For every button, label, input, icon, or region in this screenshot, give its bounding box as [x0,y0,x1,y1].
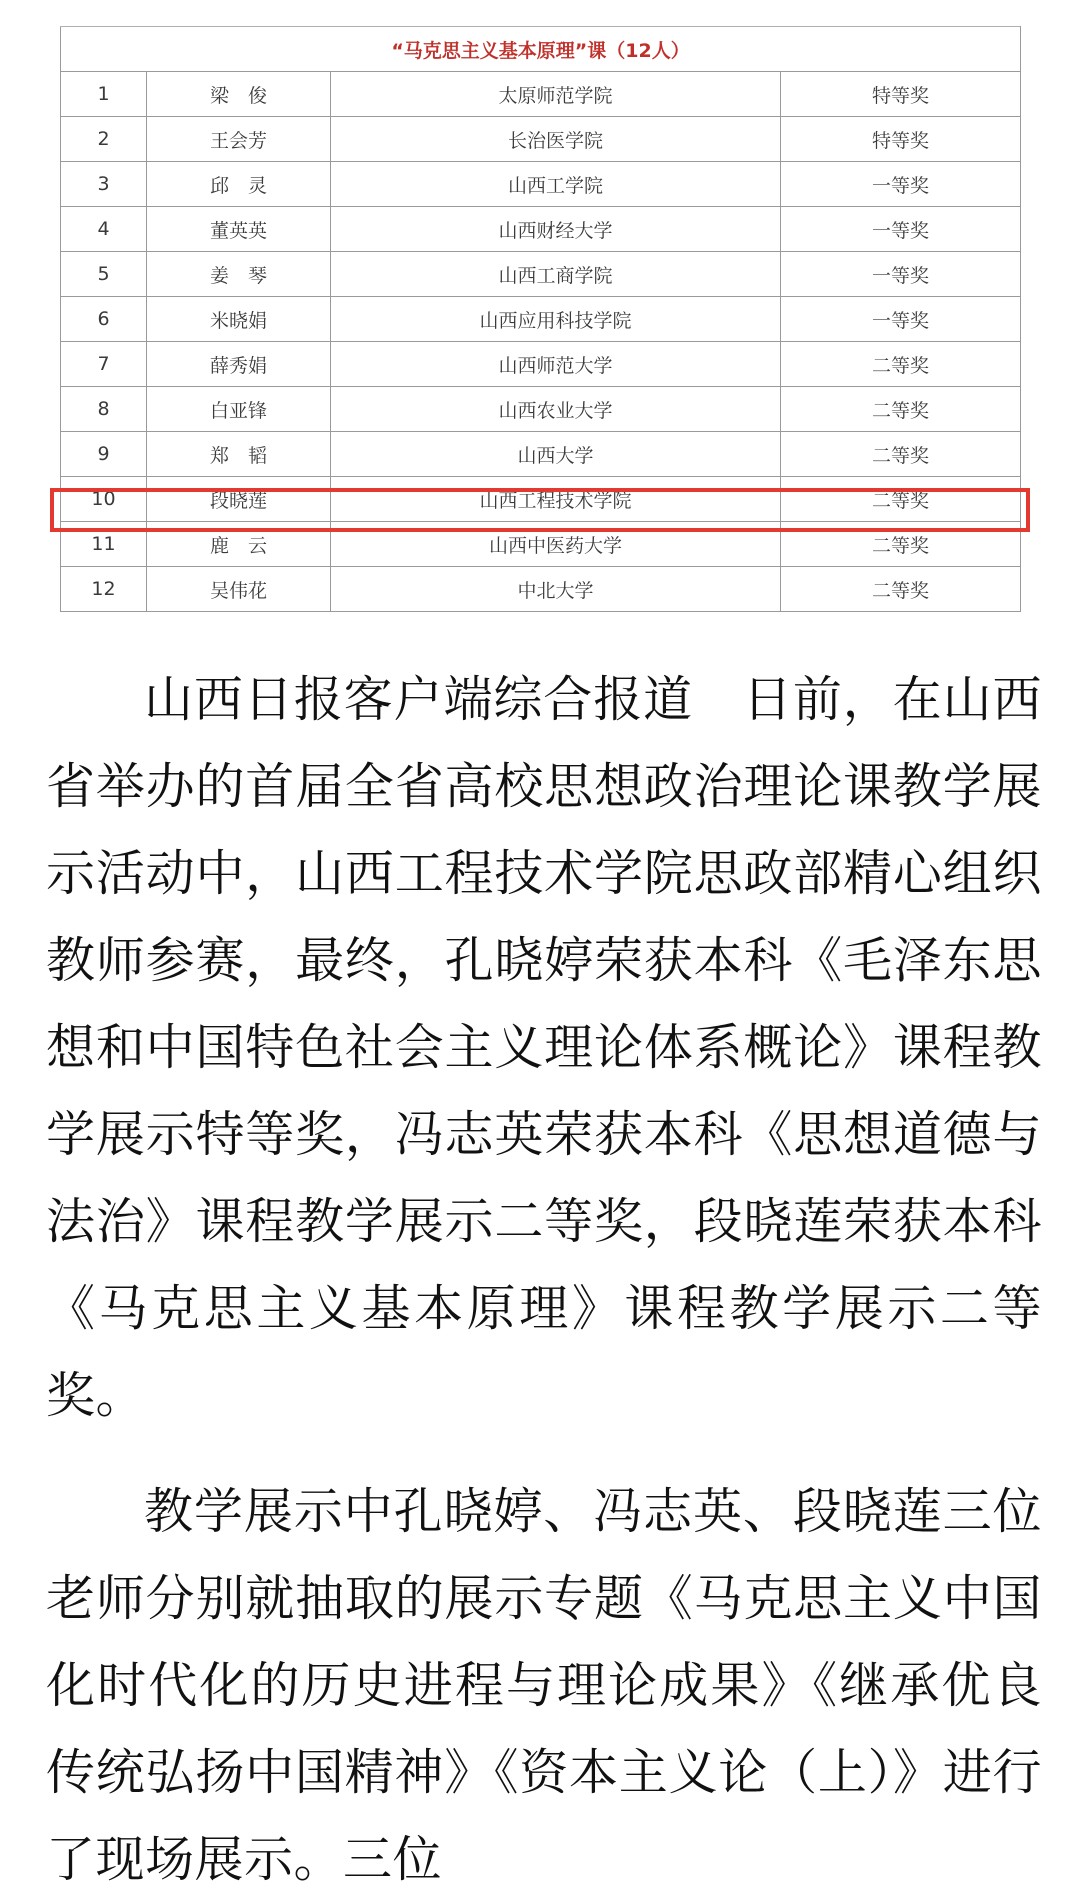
school-name: 山西农业大学 [331,387,781,432]
table-row [61,387,1021,432]
winner-name: 姜 琴 [147,252,331,297]
school-name: 山西应用科技学院 [331,297,781,342]
winner-name: 王会芳 [147,117,331,162]
winner-name: 段晓莲 [147,477,331,522]
row-number: 5 [61,252,147,297]
school-name: 山西工商学院 [331,252,781,297]
prize-level: 一等奖 [781,162,1021,207]
row-number: 1 [61,72,147,117]
prize-level: 二等奖 [781,477,1021,522]
prize-level: 二等奖 [781,342,1021,387]
school-name: 太原师范学院 [331,72,781,117]
article-paragraph: 教学展示中孔晓婷、冯志英、段晓莲三位老师分别就抽取的展示专题《马克思主义中国化时代化的历史进程与理论成果》《继承优良传统弘扬中国精神》《资本主义论（上）》进行了现场展示。三位 [46,1483,1042,1888]
winner-name: 董英英 [147,207,331,252]
school-name: 山西师范大学 [331,342,781,387]
prize-level: 一等奖 [781,207,1021,252]
prize-level: 一等奖 [781,252,1021,297]
table-row [61,162,1021,207]
table-row [61,72,1021,117]
prize-level: 二等奖 [781,522,1021,567]
winner-name: 郑 韬 [147,432,331,477]
table-row [61,342,1021,387]
winner-name: 薛秀娟 [147,342,331,387]
table-row [61,297,1021,342]
school-name: 山西财经大学 [331,207,781,252]
article-body [46,656,1042,1903]
winner-name: 白亚锋 [147,387,331,432]
table-row [61,117,1021,162]
table-row [61,522,1021,567]
prize-level: 二等奖 [781,432,1021,477]
table-title-row [61,27,1021,72]
school-name: 山西工程技术学院 [331,477,781,522]
prize-level: 特等奖 [781,117,1021,162]
award-table-image [60,26,1020,612]
table-row [61,432,1021,477]
row-number: 10 [61,477,147,522]
award-table [60,26,1021,612]
winner-name: 吴伟花 [147,567,331,612]
row-number: 4 [61,207,147,252]
row-number: 11 [61,522,147,567]
row-number: 12 [61,567,147,612]
table-row-highlighted [61,477,1021,522]
prize-level: 特等奖 [781,72,1021,117]
school-name: 山西工学院 [331,162,781,207]
row-number: 2 [61,117,147,162]
winner-name: 邱 灵 [147,162,331,207]
row-number: 8 [61,387,147,432]
school-name: 山西中医药大学 [331,522,781,567]
table-row [61,567,1021,612]
table-title: “马克思主义基本原理”课（12人） [61,27,1021,72]
table-row [61,207,1021,252]
row-number: 7 [61,342,147,387]
row-number: 3 [61,162,147,207]
article-paragraph: 山西日报客户端综合报道 日前，在山西省举办的首届全省高校思想政治理论课教学展示活动中，山西工程技术学院思政部精心组织教师参赛，最终，孔晓婷荣获本科《毛泽东思想和中国特色社会主义理论体系概论》课程教学展示特等奖，冯志英荣获本科《思想道德与法治》课程教学展示二等奖，段晓莲荣获本科《马克思主义基本原理》课程教学展示二等奖。 [46,671,1042,1424]
prize-level: 二等奖 [781,387,1021,432]
prize-level: 一等奖 [781,297,1021,342]
row-number: 9 [61,432,147,477]
school-name: 中北大学 [331,567,781,612]
school-name: 长治医学院 [331,117,781,162]
row-number: 6 [61,297,147,342]
winner-name: 梁 俊 [147,72,331,117]
winner-name: 鹿 云 [147,522,331,567]
prize-level: 二等奖 [781,567,1021,612]
table-row [61,252,1021,297]
winner-name: 米晓娟 [147,297,331,342]
school-name: 山西大学 [331,432,781,477]
